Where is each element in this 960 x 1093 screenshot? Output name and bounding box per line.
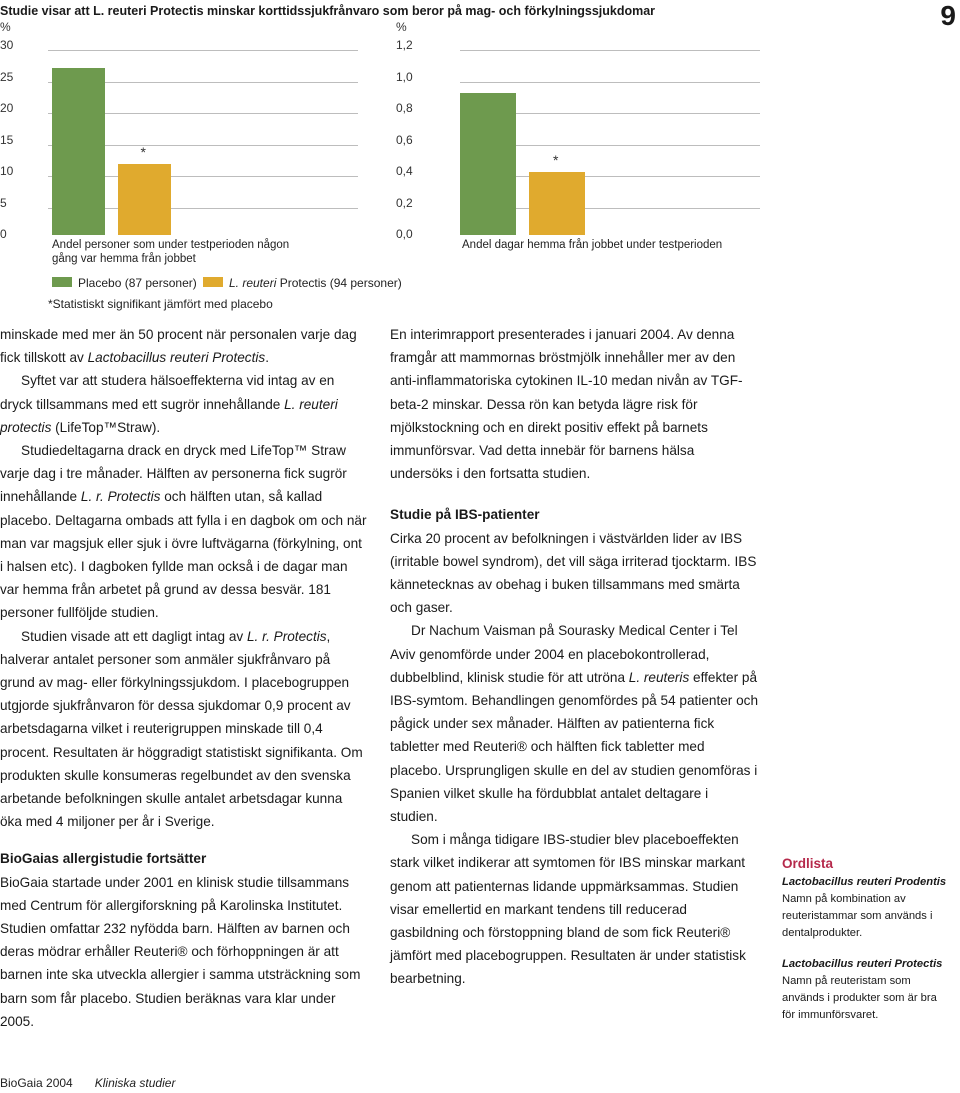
glossary-term-prodentis: Lactobacillus reuteri Prodentis (782, 876, 947, 888)
y-tick-label: 20 (0, 101, 14, 115)
left-paragraph-4: Studien visade att ett dagligt intag av L. r. Protectis, halverar antalet personer som anmäler sjukfrånvaro på grund av mag- eller förkylningssjukdom. I placebogruppen utgjorde sjukfrånvaron för dessa sjukdomar 0,9 procent av arbetsdagarna vilket i reuterigruppen minskade till 0,4 procent. Resultaten är höggradigt statistiskt signifikanta. Om produkten skulle konsumeras regelbundet av den svenska arbetande befolkningen skulle antalet arbetsdagar kunna öka med 4 miljoner per år i Sverige. (0, 628, 363, 830)
chart-days-home (0, 0, 960, 270)
glossary-def-protectis: Namn på reuteristam som används i produkter som är bra för immunförsvaret. (782, 975, 937, 1021)
legend-placebo: Placebo (87 personer) (78, 276, 197, 290)
left-paragraph-1: minskade med mer än 50 procent när personalen varje dag fick tillskott av Lactobacillus reuteri Protectis. (0, 327, 357, 366)
right-paragraph-3: Dr Nachum Vaisman på Sourasky Medical Center i Tel Aviv genomförde under 2004 en placebokontrollerad, dubbelblind, klinisk studie för att utröna L. reuteris effekter på IBS-symtom. Behandlingen genomfördes på 54 patienter och pågick under sex månader. Hälften av patienterna fick tabletter med Reuteri® och hälften fick tabletter med placebo. Ursprungligen skulle en del av studien genomföras i Spanien vilket skulle ha fördubblat antalet deltagare i studien. (390, 623, 759, 825)
footer-section: Kliniska studier (94, 1076, 176, 1090)
gridline (460, 82, 760, 83)
y-tick-label: 10 (0, 164, 14, 178)
bar-placebo (460, 93, 516, 235)
chart1-ylabel: % (0, 20, 11, 34)
bar-protectis (529, 172, 585, 235)
chart2-ylabel: % (396, 20, 407, 34)
y-tick-label: 5 (0, 195, 7, 210)
glossary-term-protectis: Lactobacillus reuteri Protectis (782, 958, 943, 970)
glossary-title: Ordlista (782, 856, 834, 871)
legend-swatch-placebo (52, 277, 72, 287)
allergy-study-heading: BioGaias allergistudie fortsätter (0, 851, 207, 867)
y-tick-label: 0 (0, 227, 7, 241)
left-paragraph-5: BioGaia startade under 2001 en klinisk studie tillsammans med Centrum för allergiforskning på Karolinska Institutet. Studien omfattar 232 nyfödda barn. Hälften av barnen och deras mödrar erhåller Reuteri® och förhoppningen är att barnen inte ska utveckla allergier i samma utsträckning som barn som får placebo. Studien beräknas vara klar under 2005. (0, 874, 361, 1029)
y-tick-label: 0,0 (396, 227, 413, 241)
legend-protectis: L. reuteri Protectis (94 personer) (229, 276, 402, 290)
left-column (0, 323, 368, 1033)
right-paragraph-1: En interimrapport presenterades i januari 2004. Av denna framgår att mammornas bröstmjölk innehåller mer av den anti-inflammatoriska cytokinen IL-10 medan nivån av TGF-beta-2 minskar. Dessa rön kan betyda lägre risk för mjölkstockning och en direkt positiv effekt på barnets immunförsvar. Vad detta innebär för barnens hälsa undersöks i den fortsatta studien. (390, 327, 743, 482)
ibs-study-heading: Studie på IBS-patienter (390, 507, 540, 523)
glossary-def-prodentis: Namn på kombination av reuteristammar som används i dentalprodukter. (782, 893, 933, 939)
y-tick-label: 30 (0, 38, 14, 52)
page-heading: Studie visar att L. reuteri Protectis minskar korttidssjukfrånvaro som beror på mag- och förkylningssjukdomar (0, 4, 656, 18)
y-tick-label: 0,2 (396, 195, 413, 210)
glossary (782, 855, 952, 1024)
y-tick-label: 1,2 (396, 38, 413, 52)
right-column (390, 323, 758, 991)
page-number: 9 (940, 0, 956, 31)
significance-marker: * (140, 144, 146, 161)
right-paragraph-2: Cirka 20 procent av befolkningen i västvärlden lider av IBS (irritable bowel syndrom), det vill säga irriterad tjocktarm. IBS kännetecknas av obehag i buken tillsammans med smärta och gaser. (390, 530, 757, 616)
footer-publication: BioGaia 2004 (0, 1076, 73, 1090)
right-paragraph-4: Som i många tidigare IBS-studier blev placeboeffekten stark vilket indikerar att symtomen för IBS minskar markant genom att patienternas lidande uppmärksammas. Studien visar emellertid en markant tendens till reducerad gasbildning och förstoppning bland de som fick Reuteri® jämfört med placebogruppen. Resultaten är under statistisk bearbetning. (390, 832, 746, 987)
significance-marker: * (553, 152, 559, 168)
y-tick-label: 25 (0, 69, 14, 84)
legend-footnote: *Statistiskt signifikant jämfört med placebo (48, 297, 273, 311)
chart1-xlabel: Andel personer som under testperioden någon gång var hemma från jobbet (52, 239, 290, 265)
y-tick-label: 15 (0, 132, 14, 147)
chart2-xlabel: Andel dagar hemma från jobbet under testperioden (462, 239, 723, 251)
y-tick-label: 1,0 (396, 69, 413, 84)
y-tick-label: 0,8 (396, 101, 413, 115)
left-paragraph-3: Studiedeltagarna drack en dryck med LifeTop™ Straw varje dag i tre månader. Hälften av personerna fick sugrör innehållande L. r. Protectis och hälften utan, så kallad placebo. Deltagarna ombads att fylla i en dagbok om och när man var magsjuk eller sjuk i övre luftvägarna (förkylning, ont i halsen etc). I dagboken fyllde man också i de dagar man var hemma från arbetet på grund av dessa besvär. 181 personer fullföljde studien. (0, 443, 367, 621)
gridline (460, 50, 760, 51)
y-tick-label: 0,6 (396, 132, 413, 147)
y-tick-label: 0,4 (396, 164, 413, 178)
page-footer (0, 1076, 175, 1090)
left-paragraph-2: Syftet var att studera hälsoeffekterna vid intag av en dryck tillsammans med ett sugrör innehållande L. reuteri protectis (LifeTop™Straw). (0, 373, 338, 435)
legend-swatch-protectis (203, 277, 223, 287)
